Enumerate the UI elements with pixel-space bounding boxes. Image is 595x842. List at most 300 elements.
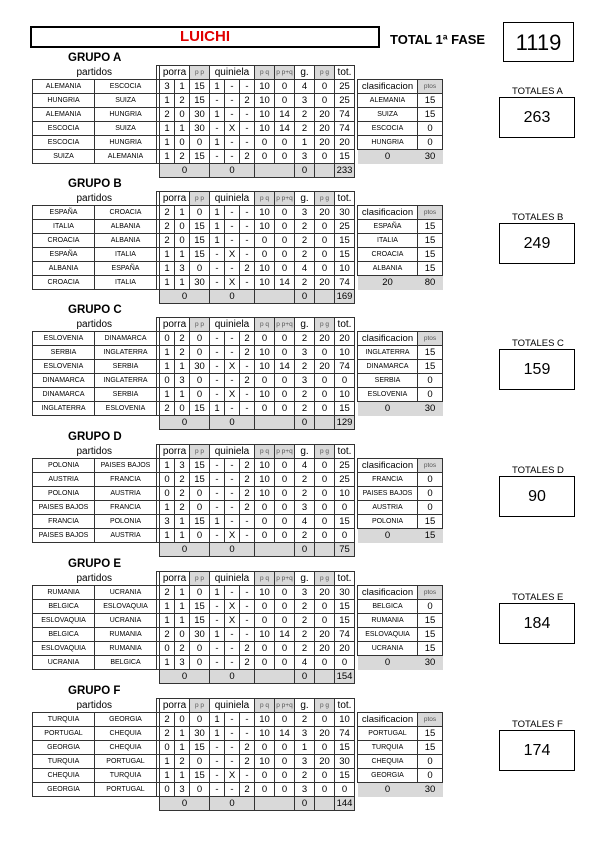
quiniela-2: - bbox=[240, 108, 255, 122]
home-team: ESLOVAQUIA bbox=[33, 614, 95, 628]
ptos-header: ptos bbox=[418, 80, 443, 94]
spacer-cell bbox=[33, 290, 160, 304]
ppq-value: 14 bbox=[275, 628, 295, 642]
quiniela-1: 1 bbox=[210, 108, 225, 122]
quiniela-header: quiniela bbox=[210, 318, 255, 332]
g-value: 3 bbox=[295, 94, 315, 108]
shade-cell bbox=[315, 543, 335, 557]
porra-away: 2 bbox=[175, 346, 190, 360]
home-team: SUIZA bbox=[33, 150, 95, 164]
quiniela-1: - bbox=[210, 374, 225, 388]
sum-row bbox=[33, 797, 443, 811]
g-header: g. bbox=[295, 445, 315, 459]
classified-team: ALEMANIA bbox=[358, 94, 418, 108]
tot-value: 15 bbox=[335, 741, 355, 755]
g-value: 1 bbox=[295, 741, 315, 755]
quiniela-1: 1 bbox=[210, 402, 225, 416]
spacer-cell bbox=[355, 290, 443, 304]
classified-points: 0 bbox=[418, 501, 443, 515]
ptos-header: ptos bbox=[418, 586, 443, 600]
away-team: INGLATERRA bbox=[95, 346, 157, 360]
match-row bbox=[33, 501, 443, 515]
quiniela-1: - bbox=[210, 248, 225, 262]
porra-away: 0 bbox=[175, 136, 190, 150]
porra-away: 2 bbox=[175, 473, 190, 487]
home-team: POLONIA bbox=[33, 487, 95, 501]
porra-home: 1 bbox=[160, 136, 175, 150]
classification-sum-left: 0 bbox=[358, 656, 418, 670]
partidos-header: partidos bbox=[76, 66, 113, 78]
away-team: ESPAÑA bbox=[95, 262, 157, 276]
porra-away: 1 bbox=[175, 614, 190, 628]
g-header: g. bbox=[295, 192, 315, 206]
pq-value: 10 bbox=[255, 586, 275, 600]
pp-value: 15 bbox=[190, 248, 210, 262]
tot-header: tot. bbox=[335, 445, 355, 459]
match-row bbox=[33, 755, 443, 769]
quiniela-1: - bbox=[210, 769, 225, 783]
porra-away: 0 bbox=[175, 108, 190, 122]
group-table bbox=[32, 317, 443, 430]
quiniela-x: - bbox=[225, 473, 240, 487]
g-value: 4 bbox=[295, 656, 315, 670]
group-title: GRUPO D bbox=[68, 431, 122, 443]
quiniela-2: 2 bbox=[240, 346, 255, 360]
quiniela-1: - bbox=[210, 122, 225, 136]
quiniela-2: - bbox=[240, 614, 255, 628]
porra-away: 2 bbox=[175, 501, 190, 515]
clasificacion-header: clasificacion bbox=[358, 459, 418, 473]
tot-value: 30 bbox=[335, 206, 355, 220]
porra-home: 2 bbox=[160, 220, 175, 234]
away-team: AUSTRIA bbox=[95, 487, 157, 501]
away-team: INGLATERRA bbox=[95, 374, 157, 388]
porra-home: 0 bbox=[160, 473, 175, 487]
quiniela-header: quiniela bbox=[210, 192, 255, 206]
tot-value: 15 bbox=[335, 248, 355, 262]
ppq-value: 14 bbox=[275, 727, 295, 741]
ppq-value: 0 bbox=[275, 713, 295, 727]
pq-value: 10 bbox=[255, 755, 275, 769]
quiniela-sum: 0 bbox=[210, 670, 255, 684]
tot-value: 10 bbox=[335, 713, 355, 727]
pp-value: 30 bbox=[190, 628, 210, 642]
pq-value: 0 bbox=[255, 529, 275, 543]
tot-header: tot. bbox=[335, 572, 355, 586]
group-table bbox=[32, 65, 443, 178]
pp-value: 0 bbox=[190, 642, 210, 656]
ptos-header: ptos bbox=[418, 206, 443, 220]
classified-team: ESCOCIA bbox=[358, 122, 418, 136]
porra-home: 2 bbox=[160, 727, 175, 741]
home-team: CHEQUIA bbox=[33, 769, 95, 783]
tot-value: 15 bbox=[335, 234, 355, 248]
pg-value: 20 bbox=[315, 122, 335, 136]
tot-value: 15 bbox=[335, 769, 355, 783]
spacer-cell bbox=[355, 318, 443, 332]
quiniela-1: - bbox=[210, 600, 225, 614]
pg-value: 20 bbox=[315, 727, 335, 741]
quiniela-2: - bbox=[240, 727, 255, 741]
pg-header: p g bbox=[315, 699, 335, 713]
group-c bbox=[0, 304, 595, 432]
quiniela-2: - bbox=[240, 276, 255, 290]
quiniela-1: 1 bbox=[210, 136, 225, 150]
porra-header: porra bbox=[160, 192, 190, 206]
quiniela-x: - bbox=[225, 136, 240, 150]
porra-home: 1 bbox=[160, 346, 175, 360]
classified-team: ESLOVENIA bbox=[358, 388, 418, 402]
home-team: GEORGIA bbox=[33, 783, 95, 797]
tot-sum: 233 bbox=[335, 164, 355, 178]
tot-value: 20 bbox=[335, 332, 355, 346]
g-value: 2 bbox=[295, 360, 315, 374]
ppq-value: 0 bbox=[275, 487, 295, 501]
classification-sum-right: 30 bbox=[418, 150, 443, 164]
ppq-value: 0 bbox=[275, 515, 295, 529]
clasificacion-header: clasificacion bbox=[358, 586, 418, 600]
ppq-value: 0 bbox=[275, 388, 295, 402]
ppq-value: 0 bbox=[275, 529, 295, 543]
group-b bbox=[0, 178, 595, 306]
pp-value: 30 bbox=[190, 276, 210, 290]
pq-value: 10 bbox=[255, 220, 275, 234]
pg-value: 20 bbox=[315, 628, 335, 642]
porra-home: 1 bbox=[160, 360, 175, 374]
pq-header: p q bbox=[255, 699, 275, 713]
group-title: GRUPO E bbox=[68, 558, 122, 570]
group-title: GRUPO F bbox=[68, 685, 121, 697]
match-row bbox=[33, 80, 443, 94]
pq-value: 10 bbox=[255, 206, 275, 220]
pp-value: 0 bbox=[190, 374, 210, 388]
totales-label: TOTALES F bbox=[512, 719, 563, 730]
match-row bbox=[33, 600, 443, 614]
ppq-header: p p+q bbox=[275, 192, 295, 206]
totales-value: 90 bbox=[499, 476, 575, 517]
pg-value: 0 bbox=[315, 769, 335, 783]
match-row bbox=[33, 656, 443, 670]
quiniela-x: - bbox=[225, 755, 240, 769]
away-team: UCRANIA bbox=[95, 614, 157, 628]
classified-points: 0 bbox=[418, 487, 443, 501]
g-value: 3 bbox=[295, 501, 315, 515]
clasificacion-header: clasificacion bbox=[358, 713, 418, 727]
pg-value: 0 bbox=[315, 459, 335, 473]
porra-home: 1 bbox=[160, 600, 175, 614]
away-team: PAISES BAJOS bbox=[95, 459, 157, 473]
pp-header: p p bbox=[190, 699, 210, 713]
away-team: CHEQUIA bbox=[95, 727, 157, 741]
ppq-value: 0 bbox=[275, 656, 295, 670]
pq-value: 0 bbox=[255, 515, 275, 529]
pp-value: 30 bbox=[190, 108, 210, 122]
pq-value: 10 bbox=[255, 628, 275, 642]
totales-label: TOTALES B bbox=[512, 212, 564, 223]
spacer-cell bbox=[355, 192, 443, 206]
ppq-value: 0 bbox=[275, 783, 295, 797]
pg-value: 0 bbox=[315, 600, 335, 614]
g-value: 2 bbox=[295, 234, 315, 248]
ppq-value: 0 bbox=[275, 94, 295, 108]
match-row bbox=[33, 276, 443, 290]
classified-points: 15 bbox=[418, 515, 443, 529]
quiniela-2: 2 bbox=[240, 332, 255, 346]
spacer-cell bbox=[355, 699, 443, 713]
header-row bbox=[33, 445, 443, 459]
pp-value: 0 bbox=[190, 586, 210, 600]
home-team: PAISES BAJOS bbox=[33, 501, 95, 515]
tot-header: tot. bbox=[335, 66, 355, 80]
ppq-header: p p+q bbox=[275, 445, 295, 459]
tot-sum: 129 bbox=[335, 416, 355, 430]
quiniela-x: - bbox=[225, 94, 240, 108]
pp-value: 30 bbox=[190, 122, 210, 136]
tot-value: 0 bbox=[335, 656, 355, 670]
porra-home: 1 bbox=[160, 248, 175, 262]
g-sum: 0 bbox=[295, 670, 315, 684]
ppq-value: 0 bbox=[275, 586, 295, 600]
classification-sum-left: 20 bbox=[358, 276, 418, 290]
match-row bbox=[33, 94, 443, 108]
pp-value: 0 bbox=[190, 755, 210, 769]
quiniela-2: 2 bbox=[240, 94, 255, 108]
match-row bbox=[33, 459, 443, 473]
quiniela-x: - bbox=[225, 80, 240, 94]
classification-sum-right: 80 bbox=[418, 276, 443, 290]
away-team: ALBANIA bbox=[95, 220, 157, 234]
g-value: 2 bbox=[295, 248, 315, 262]
classified-team: TURQUIA bbox=[358, 741, 418, 755]
classified-team: SERBIA bbox=[358, 374, 418, 388]
tot-sum: 169 bbox=[335, 290, 355, 304]
partidos-header: partidos bbox=[76, 572, 113, 584]
quiniela-1: - bbox=[210, 473, 225, 487]
shade-cell bbox=[255, 164, 295, 178]
quiniela-2: - bbox=[240, 206, 255, 220]
pq-value: 0 bbox=[255, 136, 275, 150]
quiniela-sum: 0 bbox=[210, 797, 255, 811]
classified-team: FRANCIA bbox=[358, 473, 418, 487]
classified-team: UCRANIA bbox=[358, 642, 418, 656]
pp-value: 15 bbox=[190, 473, 210, 487]
match-row bbox=[33, 769, 443, 783]
pq-value: 0 bbox=[255, 332, 275, 346]
tot-value: 0 bbox=[335, 529, 355, 543]
g-value: 4 bbox=[295, 80, 315, 94]
pq-header: p q bbox=[255, 572, 275, 586]
tot-value: 20 bbox=[335, 136, 355, 150]
quiniela-x: - bbox=[225, 220, 240, 234]
g-value: 3 bbox=[295, 206, 315, 220]
quiniela-2: - bbox=[240, 402, 255, 416]
pp-value: 0 bbox=[190, 501, 210, 515]
shade-cell bbox=[315, 797, 335, 811]
spacer-cell bbox=[355, 164, 443, 178]
tot-sum: 154 bbox=[335, 670, 355, 684]
pq-value: 0 bbox=[255, 642, 275, 656]
classified-team: INGLATERRA bbox=[358, 346, 418, 360]
porra-away: 2 bbox=[175, 487, 190, 501]
quiniela-x: - bbox=[225, 501, 240, 515]
tot-value: 0 bbox=[335, 783, 355, 797]
pp-value: 0 bbox=[190, 136, 210, 150]
quiniela-header: quiniela bbox=[210, 572, 255, 586]
quiniela-x: - bbox=[225, 741, 240, 755]
pg-value: 20 bbox=[315, 586, 335, 600]
group-title: GRUPO A bbox=[68, 52, 122, 64]
porra-home: 0 bbox=[160, 741, 175, 755]
quiniela-1: 1 bbox=[210, 586, 225, 600]
porra-home: 1 bbox=[160, 769, 175, 783]
quiniela-2: - bbox=[240, 136, 255, 150]
pp-header: p p bbox=[190, 445, 210, 459]
match-row bbox=[33, 402, 443, 416]
g-header: g. bbox=[295, 699, 315, 713]
quiniela-2: - bbox=[240, 234, 255, 248]
porra-home: 1 bbox=[160, 459, 175, 473]
spacer-cell bbox=[355, 572, 443, 586]
quiniela-2: - bbox=[240, 713, 255, 727]
quiniela-1: 1 bbox=[210, 220, 225, 234]
home-team: ALBANIA bbox=[33, 262, 95, 276]
porra-home: 1 bbox=[160, 501, 175, 515]
classified-points: 0 bbox=[418, 600, 443, 614]
quiniela-2: - bbox=[240, 586, 255, 600]
spacer-cell bbox=[33, 797, 160, 811]
spacer-cell bbox=[355, 66, 443, 80]
match-row bbox=[33, 727, 443, 741]
pg-value: 0 bbox=[315, 783, 335, 797]
match-row bbox=[33, 206, 443, 220]
tot-value: 15 bbox=[335, 402, 355, 416]
away-team: ESLOVAQUIA bbox=[95, 600, 157, 614]
pp-value: 15 bbox=[190, 614, 210, 628]
group-table bbox=[32, 698, 443, 811]
pq-value: 10 bbox=[255, 360, 275, 374]
classified-points: 0 bbox=[418, 122, 443, 136]
match-row bbox=[33, 360, 443, 374]
pp-value: 15 bbox=[190, 402, 210, 416]
porra-home: 2 bbox=[160, 713, 175, 727]
match-row bbox=[33, 642, 443, 656]
quiniela-2: - bbox=[240, 248, 255, 262]
porra-home: 2 bbox=[160, 206, 175, 220]
quiniela-x: - bbox=[225, 108, 240, 122]
quiniela-x: X bbox=[225, 388, 240, 402]
pp-value: 15 bbox=[190, 741, 210, 755]
ppq-value: 14 bbox=[275, 108, 295, 122]
quiniela-2: 2 bbox=[240, 741, 255, 755]
shade-cell bbox=[315, 290, 335, 304]
g-header: g. bbox=[295, 572, 315, 586]
pq-value: 10 bbox=[255, 713, 275, 727]
match-row bbox=[33, 136, 443, 150]
tot-value: 15 bbox=[335, 150, 355, 164]
ppq-value: 0 bbox=[275, 769, 295, 783]
classified-team: HUNGRIA bbox=[358, 136, 418, 150]
g-value: 2 bbox=[295, 276, 315, 290]
pp-header: p p bbox=[190, 192, 210, 206]
quiniela-1: 1 bbox=[210, 206, 225, 220]
away-team: PORTUGAL bbox=[95, 755, 157, 769]
quiniela-1: - bbox=[210, 346, 225, 360]
total-fase-label: TOTAL 1ª FASE bbox=[390, 32, 486, 47]
away-team: ESLOVENIA bbox=[95, 402, 157, 416]
classified-team: ALBANIA bbox=[358, 262, 418, 276]
quiniela-x: - bbox=[225, 206, 240, 220]
tot-value: 25 bbox=[335, 473, 355, 487]
pq-value: 10 bbox=[255, 459, 275, 473]
quiniela-1: - bbox=[210, 459, 225, 473]
classified-team: ITALIA bbox=[358, 234, 418, 248]
clasificacion-header: clasificacion bbox=[358, 206, 418, 220]
porra-away: 1 bbox=[175, 769, 190, 783]
match-row bbox=[33, 628, 443, 642]
porra-away: 1 bbox=[175, 388, 190, 402]
classified-points: 0 bbox=[418, 755, 443, 769]
g-value: 3 bbox=[295, 374, 315, 388]
pg-value: 20 bbox=[315, 276, 335, 290]
group-title: GRUPO C bbox=[68, 304, 122, 316]
match-row bbox=[33, 586, 443, 600]
ppq-header: p p+q bbox=[275, 699, 295, 713]
pq-header: p q bbox=[255, 318, 275, 332]
pp-value: 30 bbox=[190, 360, 210, 374]
away-team: CHEQUIA bbox=[95, 741, 157, 755]
quiniela-1: - bbox=[210, 642, 225, 656]
porra-home: 1 bbox=[160, 262, 175, 276]
g-value: 2 bbox=[295, 220, 315, 234]
porra-away: 3 bbox=[175, 374, 190, 388]
match-row bbox=[33, 346, 443, 360]
classified-team: POLONIA bbox=[358, 515, 418, 529]
porra-home: 1 bbox=[160, 122, 175, 136]
pg-value: 20 bbox=[315, 108, 335, 122]
g-value: 2 bbox=[295, 614, 315, 628]
quiniela-1: 1 bbox=[210, 80, 225, 94]
shade-cell bbox=[315, 164, 335, 178]
porra-away: 2 bbox=[175, 150, 190, 164]
pp-value: 15 bbox=[190, 80, 210, 94]
classified-points: 15 bbox=[418, 614, 443, 628]
ppq-value: 0 bbox=[275, 80, 295, 94]
shade-cell bbox=[255, 290, 295, 304]
pq-value: 10 bbox=[255, 473, 275, 487]
porra-home: 1 bbox=[160, 388, 175, 402]
pg-value: 0 bbox=[315, 487, 335, 501]
clasificacion-header: clasificacion bbox=[358, 332, 418, 346]
ppq-value: 0 bbox=[275, 206, 295, 220]
pp-value: 0 bbox=[190, 487, 210, 501]
home-team: RUMANIA bbox=[33, 586, 95, 600]
g-value: 2 bbox=[295, 473, 315, 487]
porra-home: 0 bbox=[160, 642, 175, 656]
classified-points: 15 bbox=[418, 360, 443, 374]
g-value: 2 bbox=[295, 600, 315, 614]
pp-value: 30 bbox=[190, 727, 210, 741]
home-team: GEORGIA bbox=[33, 741, 95, 755]
spacer-cell bbox=[355, 445, 443, 459]
header-row bbox=[33, 192, 443, 206]
match-row bbox=[33, 150, 443, 164]
totales-label: TOTALES C bbox=[512, 338, 564, 349]
pg-value: 20 bbox=[315, 642, 335, 656]
classified-points: 0 bbox=[418, 374, 443, 388]
pg-value: 20 bbox=[315, 332, 335, 346]
classification-sum-right: 30 bbox=[418, 402, 443, 416]
g-sum: 0 bbox=[295, 797, 315, 811]
